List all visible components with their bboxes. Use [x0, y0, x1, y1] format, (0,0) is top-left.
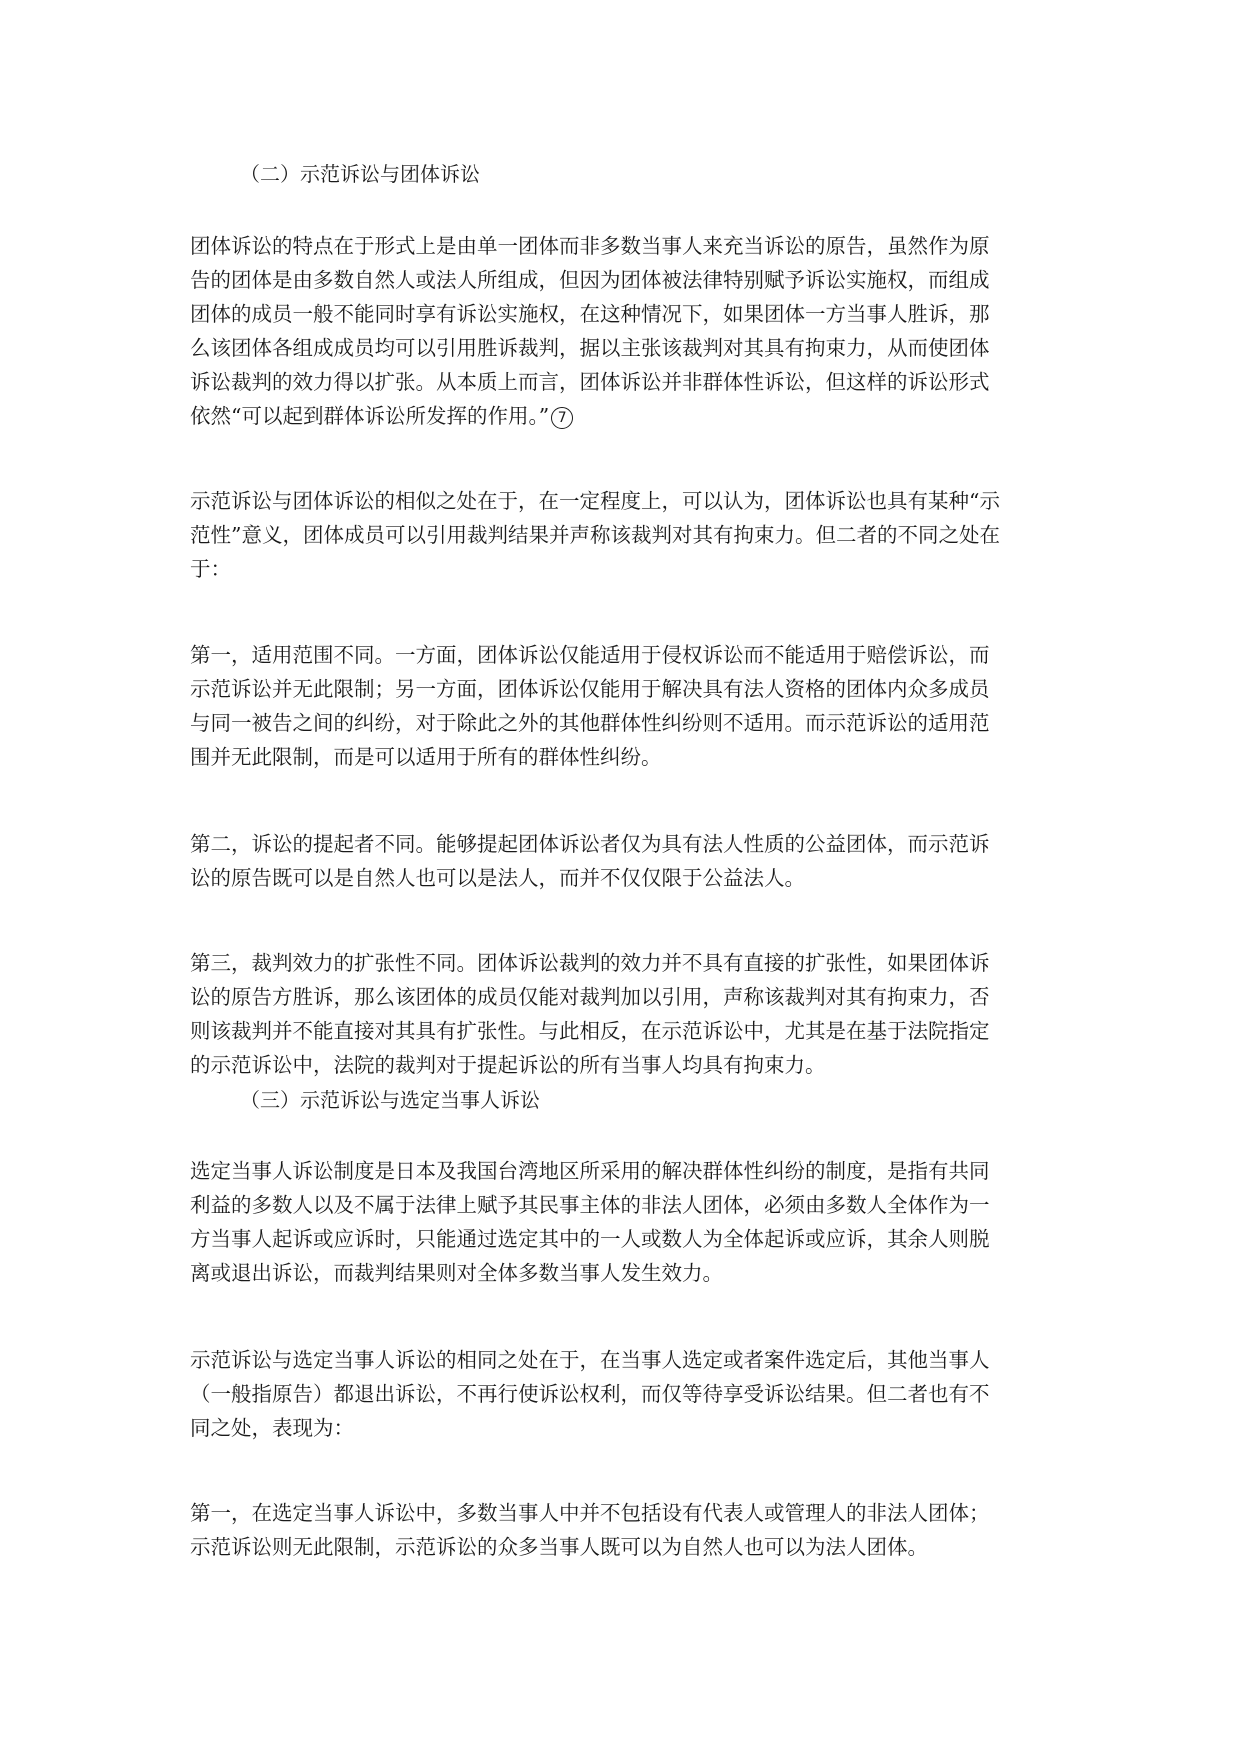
paragraph-commonalities [190, 1343, 1060, 1445]
text-line: 第一，在选定当事人诉讼中，多数当事人中并不包括设有代表人或管理人的非法人团体； [190, 1501, 990, 1525]
text-line: 依然“可以起到群体诉讼所发挥的作用。” [190, 404, 550, 428]
text-line: 诉讼裁判的效力得以扩张。从本质上而言，团体诉讼并非群体性诉讼，但这样的诉讼形式 [190, 370, 990, 394]
text-line: 同之处，表现为： [190, 1416, 354, 1440]
paragraph-scope-difference [190, 638, 1060, 774]
paragraph-similarities [190, 484, 1060, 586]
text-line: 与同一被告之间的纠纷，对于除此之外的其他群体性纠纷则不适用。而示范诉讼的适用范 [190, 711, 990, 735]
text-line-with-footnote [190, 399, 1060, 433]
paragraph-selected-party-system [190, 1154, 1060, 1290]
text-line: 讼的原告方胜诉，那么该团体的成员仅能对裁判加以引用，声称该裁判对其有拘束力，否 [190, 985, 990, 1009]
text-line: 示范诉讼则无此限制，示范诉讼的众多当事人既可以为自然人也可以为法人团体。 [190, 1535, 928, 1559]
text-line: 则该裁判并不能直接对其具有扩张性。与此相反，在示范诉讼中，尤其是在基于法院指定 [190, 1019, 990, 1043]
text-line: 示范诉讼与选定当事人诉讼的相同之处在于，在当事人选定或者案件选定后，其他当事人 [190, 1348, 990, 1372]
text-line: 于： [190, 557, 231, 581]
paragraph-first-difference [190, 1496, 1060, 1564]
text-line: 示范诉讼与团体诉讼的相似之处在于，在一定程度上，可以认为，团体诉讼也具有某种“示 [190, 489, 1000, 513]
text-line: 选定当事人诉讼制度是日本及我国台湾地区所采用的解决群体性纠纷的制度，是指有共同 [190, 1159, 990, 1183]
text-line: 范性”意义，团体成员可以引用裁判结果并声称该裁判对其有拘束力。但二者的不同之处在 [190, 523, 1000, 547]
text-line: 利益的多数人以及不属于法律上赋予其民事主体的非法人团体，必须由多数人全体作为一 [190, 1193, 990, 1217]
text-line: 第一，适用范围不同。一方面，团体诉讼仅能适用于侵权诉讼而不能适用于赔偿诉讼，而 [190, 643, 990, 667]
text-line: 告的团体是由多数自然人或法人所组成，但因为团体被法律特别赋予诉讼实施权，而组成 [190, 268, 990, 292]
text-line: 的示范诉讼中，法院的裁判对于提起诉讼的所有当事人均具有拘束力。 [190, 1053, 826, 1077]
text-line: 第二，诉讼的提起者不同。能够提起团体诉讼者仅为具有法人性质的公益团体，而示范诉 [190, 832, 990, 856]
section-heading-two: （二）示范诉讼与团体诉讼 [240, 162, 480, 186]
paragraph-effect-difference [190, 946, 1060, 1082]
text-line: 第三，裁判效力的扩张性不同。团体诉讼裁判的效力并不具有直接的扩张性，如果团体诉 [190, 951, 990, 975]
text-line: 讼的原告既可以是自然人也可以是法人，而并不仅仅限于公益法人。 [190, 866, 805, 890]
text-line: 么该团体各组成成员均可以引用胜诉裁判，据以主张该裁判对其具有拘束力，从而使团体 [190, 336, 990, 360]
text-line: 示范诉讼并无此限制；另一方面，团体诉讼仅能用于解决具有法人资格的团体内众多成员 [190, 677, 990, 701]
paragraph-group-litigation-features [190, 229, 1060, 433]
text-line: （一般指原告）都退出诉讼，不再行使诉讼权利，而仅等待享受诉讼结果。但二者也有不 [190, 1382, 990, 1406]
paragraph-initiator-difference [190, 827, 1060, 895]
text-line: 离或退出诉讼，而裁判结果则对全体多数当事人发生效力。 [190, 1261, 723, 1285]
text-line: 围并无此限制，而是可以适用于所有的群体性纠纷。 [190, 745, 662, 769]
text-line: 方当事人起诉或应诉时，只能通过选定其中的一人或数人为全体起诉或应诉，其余人则脱 [190, 1227, 990, 1251]
text-line: 团体诉讼的特点在于形式上是由单一团体而非多数当事人来充当诉讼的原告，虽然作为原 [190, 234, 990, 258]
text-line: 团体的成员一般不能同时享有诉讼实施权，在这种情况下，如果团体一方当事人胜诉，那 [190, 302, 990, 326]
footnote-reference[interactable]: 7 [551, 407, 573, 429]
section-heading-three: （三）示范诉讼与选定当事人诉讼 [240, 1088, 540, 1112]
